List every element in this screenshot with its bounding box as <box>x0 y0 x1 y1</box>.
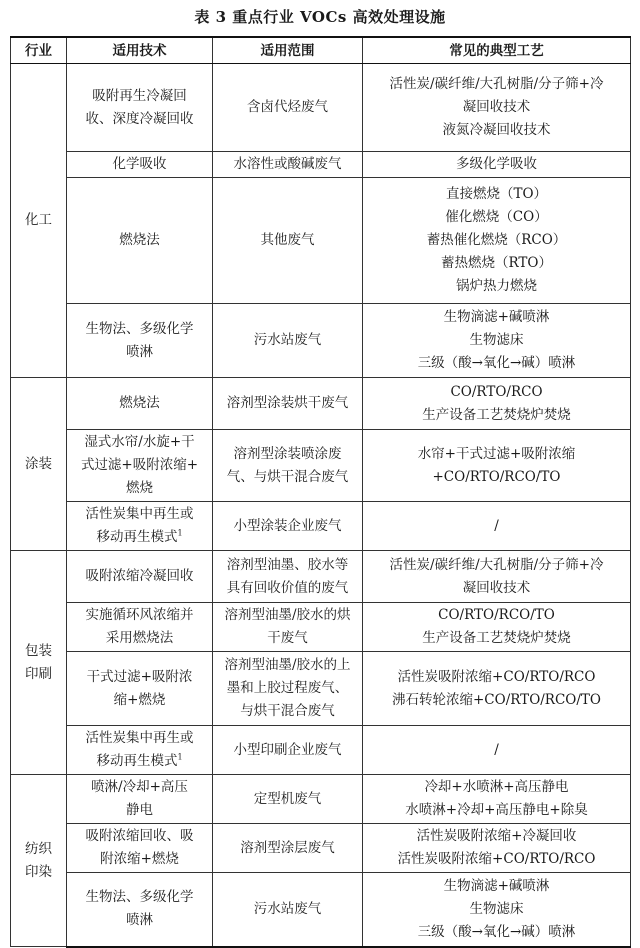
cell-line: 活性炭集中再生或 <box>85 730 194 746</box>
cell-line: 小型印刷企业废气 <box>233 741 342 758</box>
table-row <box>11 378 631 430</box>
industry-cell <box>11 378 67 551</box>
table-row <box>11 152 631 178</box>
technology-cell <box>67 430 213 502</box>
scope-cell <box>213 430 363 502</box>
cell-line: 水帘+干式过滤+吸附浓缩 <box>417 445 576 462</box>
cell-line: 气、与烘干混合废气 <box>226 468 349 485</box>
header-process: 常见的典型工艺 <box>363 37 631 64</box>
cell-line: 生物法、多级化学 <box>85 320 194 337</box>
technology-cell <box>67 178 213 304</box>
cell-line: 吸附浓缩冷凝回收 <box>85 568 194 584</box>
technology-cell <box>67 873 213 947</box>
header-industry: 行业 <box>11 37 67 64</box>
cell-line: 三级（酸→氧化→碱）喷淋 <box>417 355 576 371</box>
cell-line: 凝回收技术 <box>462 99 531 115</box>
scope-cell <box>213 502 363 551</box>
cell-line: 移动再生模式 <box>96 753 178 769</box>
cell-line: 化工 <box>25 212 52 228</box>
cell-line: CO/RTO/RCO/TO <box>438 607 555 623</box>
scope-cell <box>213 64 363 152</box>
process-cell <box>363 775 631 824</box>
table-row <box>11 304 631 378</box>
header-scope: 适用范围 <box>213 37 363 64</box>
cell-line: 溶剂型涂装喷涂废 <box>233 445 342 462</box>
technology-cell <box>67 502 213 551</box>
cell-line: 三级（酸→氧化→碱）喷淋 <box>417 923 576 940</box>
cell-line: 污水站废气 <box>253 332 322 348</box>
technology-cell <box>67 304 213 378</box>
cell-line: 式过滤+吸附浓缩+ <box>80 457 199 473</box>
cell-line: 喷淋/冷却+高压 <box>91 779 188 795</box>
cell-line: 缩+燃烧 <box>113 691 166 708</box>
cell-line: 燃烧 <box>126 480 153 496</box>
table-row <box>11 603 631 652</box>
cell-line: 喷淋 <box>126 912 153 929</box>
technology-cell <box>67 64 213 152</box>
table-row <box>11 652 631 726</box>
cell-line: 直接燃烧（TO） <box>445 186 548 202</box>
cell-line: 印染 <box>25 863 52 880</box>
cell-line: 溶剂型涂装烘干废气 <box>226 395 349 411</box>
technology-cell <box>67 652 213 726</box>
cell-line: 溶剂型油墨、胶水等 <box>226 556 349 573</box>
cell-line: 定型机废气 <box>253 790 322 807</box>
cell-line: 生物滴滤+碱喷淋 <box>443 877 550 894</box>
cell-line: 催化燃烧（CO） <box>445 209 548 225</box>
table-row <box>11 64 631 152</box>
cell-line: 移动再生模式 <box>96 529 178 545</box>
technology-cell <box>67 726 213 775</box>
cell-line: +CO/RTO/RCO/TO <box>432 468 561 485</box>
header-row <box>11 37 631 64</box>
cell-line: 液氮冷凝回收技术 <box>442 122 551 138</box>
cell-line: 干式过滤+吸附浓 <box>86 668 193 685</box>
cell-line: 污水站废气 <box>253 900 322 917</box>
cell-line: 溶剂型油墨/胶水的烘 <box>224 607 351 623</box>
process-cell <box>363 551 631 603</box>
cell-line: 实施循环风浓缩并 <box>85 607 194 623</box>
cell-line: 收、深度冷凝回收 <box>85 110 194 127</box>
technology-cell <box>67 603 213 652</box>
cell-line: 含卤代烃废气 <box>247 99 328 115</box>
cell-line: 采用燃烧法 <box>105 630 174 646</box>
cell-line: 生产设备工艺焚烧炉焚烧 <box>422 406 571 423</box>
table-row <box>11 726 631 775</box>
process-cell <box>363 502 631 551</box>
technology-cell <box>67 551 213 603</box>
process-cell <box>363 603 631 652</box>
cell-line: 纺织 <box>25 840 52 857</box>
cell-line: 凝回收技术 <box>462 579 531 596</box>
scope-cell <box>213 178 363 304</box>
table-row <box>11 824 631 873</box>
cell-line: 化学吸收 <box>112 156 167 172</box>
process-cell <box>363 652 631 726</box>
scope-cell <box>213 551 363 603</box>
process-cell <box>363 824 631 873</box>
scope-cell <box>213 652 363 726</box>
scope-cell <box>213 775 363 824</box>
technology-cell <box>67 824 213 873</box>
cell-line: 活性炭/碳纤维/大孔树脂/分子筛+冷 <box>389 76 604 92</box>
scope-cell <box>213 873 363 947</box>
scope-cell <box>213 824 363 873</box>
cell-line: 涂装 <box>25 455 52 472</box>
process-cell <box>363 178 631 304</box>
voc-facilities-table <box>10 36 631 948</box>
table-body <box>11 64 631 947</box>
header-technology: 适用技术 <box>67 37 213 64</box>
technology-cell <box>67 378 213 430</box>
cell-line: 吸附浓缩回收、吸 <box>85 828 194 844</box>
cell-line: 静电 <box>126 802 153 818</box>
cell-line: 蓄热催化燃烧（RCO） <box>426 232 567 248</box>
cell-line: 活性炭吸附浓缩+冷凝回收 <box>416 828 577 844</box>
cell-line: 干废气 <box>267 630 308 646</box>
technology-cell <box>67 152 213 178</box>
cell-line: 溶剂型涂层废气 <box>240 839 335 856</box>
cell-line: 燃烧法 <box>119 232 160 248</box>
cell-line: 湿式水帘/水旋+干 <box>84 434 195 450</box>
industry-cell <box>11 64 67 378</box>
industry-cell <box>11 775 67 947</box>
process-cell <box>363 430 631 502</box>
process-cell <box>363 726 631 775</box>
process-cell <box>363 873 631 947</box>
table-row <box>11 873 631 947</box>
cell-line: 水溶性或酸碱废气 <box>233 156 342 172</box>
cell-line: 沸石转轮浓缩+CO/RTO/RCO/TO <box>392 691 601 708</box>
footnote-marker: 1 <box>177 528 183 538</box>
cell-line: 其他废气 <box>260 232 315 248</box>
cell-line: 附浓缩+燃烧 <box>100 851 179 867</box>
table-row <box>11 551 631 603</box>
cell-line: 生物滴滤+碱喷淋 <box>443 309 550 325</box>
cell-line: 生物滤床 <box>469 900 524 917</box>
cell-line: 墨和上胶过程废气、 <box>226 680 349 696</box>
cell-line: 与烘干混合废气 <box>240 703 335 719</box>
cell-line: 冷却+水喷淋+高压静电 <box>424 779 569 795</box>
cell-line: 包装 <box>25 642 52 659</box>
process-cell <box>363 152 631 178</box>
cell-line: 活性炭集中再生或 <box>85 506 194 522</box>
cell-line: 生产设备工艺焚烧炉焚烧 <box>422 630 571 646</box>
scope-cell <box>213 726 363 775</box>
cell-line: 活性炭吸附浓缩+CO/RTO/RCO <box>397 851 596 867</box>
table-row <box>11 775 631 824</box>
cell-line: 活性炭/碳纤维/大孔树脂/分子筛+冷 <box>389 556 604 573</box>
cell-line: 生物法、多级化学 <box>85 889 194 906</box>
cell-line: 具有回收价值的废气 <box>226 579 349 596</box>
cell-line: 水喷淋+冷却+高压静电+除臭 <box>405 802 588 818</box>
industry-cell <box>11 551 67 775</box>
scope-cell <box>213 152 363 178</box>
footnote-marker: 1 <box>177 752 183 762</box>
cell-line: 喷淋 <box>126 343 153 360</box>
cell-line: 蓄热燃烧（RTO） <box>441 255 552 271</box>
cell-line: 印刷 <box>25 665 52 682</box>
cell-line: 吸附再生冷凝回 <box>92 87 187 104</box>
scope-cell <box>213 304 363 378</box>
cell-line: 锅炉热力燃烧 <box>456 278 537 294</box>
scope-cell <box>213 378 363 430</box>
process-cell <box>363 378 631 430</box>
technology-cell <box>67 775 213 824</box>
cell-line: / <box>494 517 499 534</box>
cell-line: 燃烧法 <box>119 395 160 411</box>
cell-line: 溶剂型油墨/胶水的上 <box>224 657 351 673</box>
table-title: 表 3 重点行业 VOCs 高效处理设施 <box>194 8 446 26</box>
table-row <box>11 430 631 502</box>
cell-line: 多级化学吸收 <box>456 156 537 172</box>
cell-line-with-footnote <box>71 526 208 549</box>
cell-line: 活性炭吸附浓缩+CO/RTO/RCO <box>397 668 596 685</box>
cell-line: 生物滤床 <box>469 332 524 348</box>
cell-line-with-footnote <box>71 750 208 773</box>
process-cell <box>363 64 631 152</box>
table-row <box>11 502 631 551</box>
process-cell <box>363 304 631 378</box>
cell-line: / <box>494 741 499 758</box>
scope-cell <box>213 603 363 652</box>
cell-line: CO/RTO/RCO <box>450 383 543 400</box>
cell-line: 小型涂装企业废气 <box>233 517 342 534</box>
table-row <box>11 178 631 304</box>
